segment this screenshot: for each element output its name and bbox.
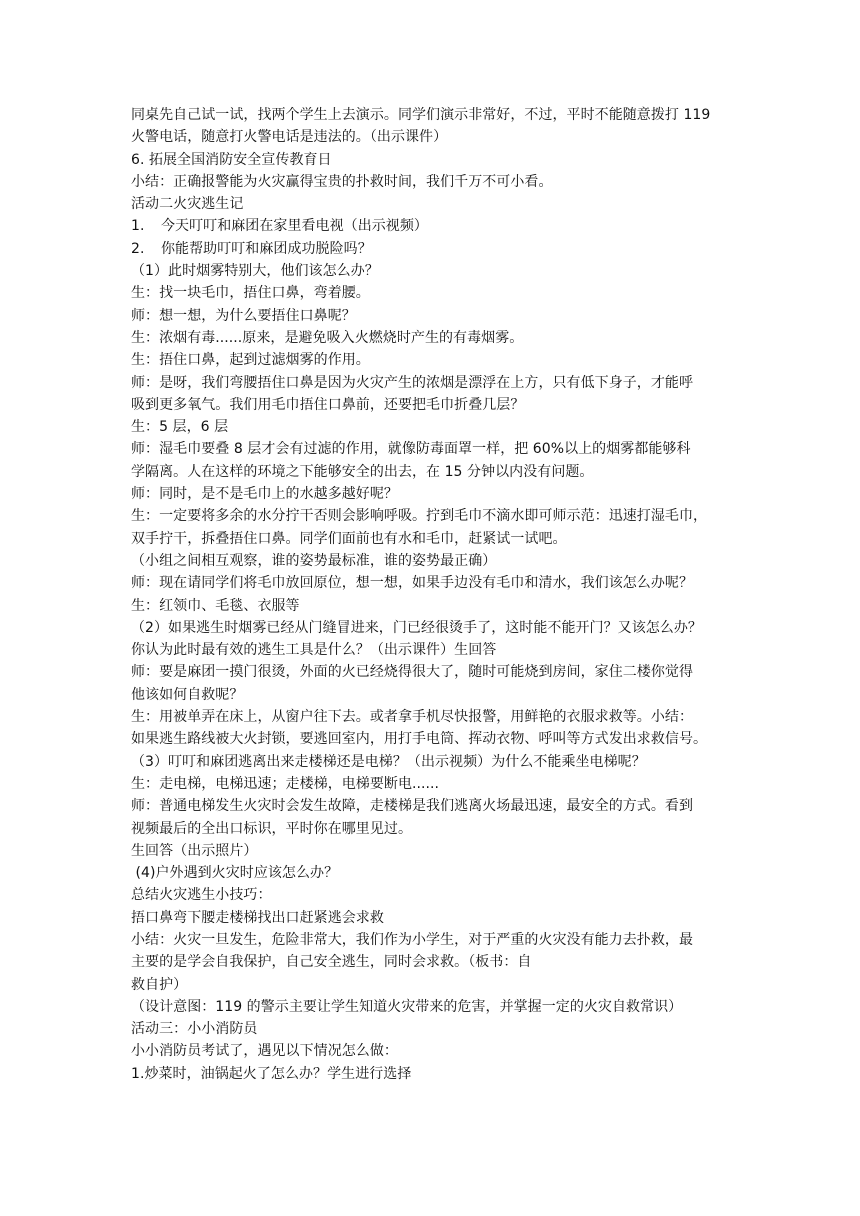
summary-heading: 总结火灾逃生小技巧： <box>131 887 272 904</box>
paragraph-line: 小小消防员考试了，遇见以下情况怎么做： <box>131 1043 398 1060</box>
design-intent-line: （设计意图：119 的警示主要让学生知道火灾带来的危害，并掌握一定的火灾自救常识） <box>131 998 683 1015</box>
numbered-item <box>131 215 733 237</box>
summary-line: 小结：正确报警能为火灾赢得宝贵的扑救时间，我们千万不可小看。 <box>131 173 553 190</box>
dialogue-line: 生：5 层，6 层 <box>131 419 229 436</box>
list-number: 1. <box>131 218 145 235</box>
dialogue-line: 生：用被单弄在床上，从窗户往下去。或者拿手机尽快报警，用鲜艳的衣服求救等。小结： <box>131 709 693 726</box>
question-line: （1）此时烟雾特别大，他们该怎么办？ <box>131 263 379 280</box>
question-line: （2）如果逃生时烟雾已经从门缝冒进来，门已经很烫手了，这时能不能开门？又该怎么办？ <box>131 619 702 636</box>
dialogue-line: 他该如何自救呢？ <box>131 686 244 703</box>
paragraph-line: 同桌先自己试一试，找两个学生上去演示。同学们演示非常好，不过，平时不能随意拨打 119 <box>131 107 711 123</box>
dialogue-line: 师：湿毛巾要叠 8 层才会有过滤的作用，就像防毒面罩一样，把 60%以上的烟雾都能够科 <box>131 441 691 458</box>
summary-line: 小结：火灾一旦发生，危险非常大，我们作为小学生，对于严重的火灾没有能力去扑救，最 <box>131 931 693 948</box>
dialogue-line: 师：要是麻团一摸门很烫，外面的火已经烧得很大了，随时可能烧到房间，家住二楼你觉得 <box>131 664 693 681</box>
dialogue-line: 生：红领巾、毛毯、衣服等 <box>131 597 300 614</box>
summary-line: 主要的是学会自我保护，自己安全逃生，同时会求救。（板书：自 <box>131 954 532 971</box>
document-body <box>131 104 733 1085</box>
activity-heading: 活动二火灾逃生记 <box>131 196 244 213</box>
dialogue-line: 生：浓烟有毒......原来，是避免吸入火燃烧时产生的有毒烟雾。 <box>131 329 524 346</box>
dialogue-line: 师：现在请同学们将毛巾放回原位，想一想，如果手边没有毛巾和清水，我们该怎么办呢？ <box>131 575 693 592</box>
dialogue-line: 生回答（出示照片） <box>131 842 258 859</box>
list-text: 你能帮助叮叮和麻团成功脱险吗？ <box>161 240 372 257</box>
dialogue-line: 双手拧干，拆叠捂住口鼻。同学们面前也有水和毛巾，赶紧试一试吧。 <box>131 530 567 547</box>
dialogue-line: 师：是呀，我们弯腰捂住口鼻是因为火灾产生的浓烟是漂浮在上方，只有低下身子，才能呼 <box>131 374 693 391</box>
section-heading: 6. 拓展全国消防安全宣传教育日 <box>131 151 332 168</box>
dialogue-line: 生：找一块毛巾，捂住口鼻，弯着腰。 <box>131 285 370 302</box>
activity-heading: 活动三：小小消防员 <box>131 1021 258 1038</box>
dialogue-line: 如果逃生路线被大火封锁，要逃回室内，用打手电筒、挥动衣物、呼叫等方式发出求救信号。 <box>131 731 708 748</box>
dialogue-line: 学隔离。人在这样的环境之下能够安全的出去，在 15 分钟以内没有问题。 <box>131 463 594 480</box>
dialogue-line: 师：同时，是不是毛巾上的水越多越好呢？ <box>131 486 398 503</box>
dialogue-line: 师：普通电梯发生火灾时会发生故障，走楼梯是我们逃离火场最迅速，最安全的方式。看到 <box>131 798 693 815</box>
numbered-item <box>131 238 733 260</box>
question-line: (4)户外遇到火灾时应该怎么办？ <box>131 865 339 882</box>
dialogue-line: 生：捂住口鼻，起到过滤烟雾的作用。 <box>131 352 370 369</box>
list-text: 今天叮叮和麻团在家里看电视（出示视频） <box>161 218 428 235</box>
note-line: （小组之间相互观察，谁的姿势最标准，谁的姿势最正确） <box>131 552 497 569</box>
dialogue-line: 吸到更多氧气。我们用毛巾捂住口鼻前，还要把毛巾折叠几层？ <box>131 396 525 413</box>
question-line: 1.炒菜时，油锅起火了怎么办？学生进行选择 <box>131 1065 412 1082</box>
question-line: 你认为此时最有效的逃生工具是什么？（出示课件）生回答 <box>131 642 497 659</box>
summary-line: 捂口鼻弯下腰走楼梯找出口赶紧逃会求救 <box>131 909 384 926</box>
paragraph-line: 火警电话，随意打火警电话是违法的。（出示课件） <box>131 129 448 146</box>
dialogue-line: 生：走电梯，电梯迅速；走楼梯，电梯要断电...... <box>131 775 439 792</box>
dialogue-line: 生：一定要将多余的水分拧干否则会影响呼吸。拧到毛巾不滴水即可师示范：迅速打湿毛巾， <box>131 508 708 525</box>
summary-line: 救自护） <box>131 976 188 993</box>
dialogue-line: 师：想一想，为什么要捂住口鼻呢？ <box>131 307 356 324</box>
list-number: 2. <box>131 240 145 257</box>
question-line: （3）叮叮和麻团逃离出来走楼梯还是电梯？（出示视频）为什么不能乘坐电梯呢？ <box>131 753 646 770</box>
dialogue-line: 视频最后的全出口标识，平时你在哪里见过。 <box>131 820 412 837</box>
